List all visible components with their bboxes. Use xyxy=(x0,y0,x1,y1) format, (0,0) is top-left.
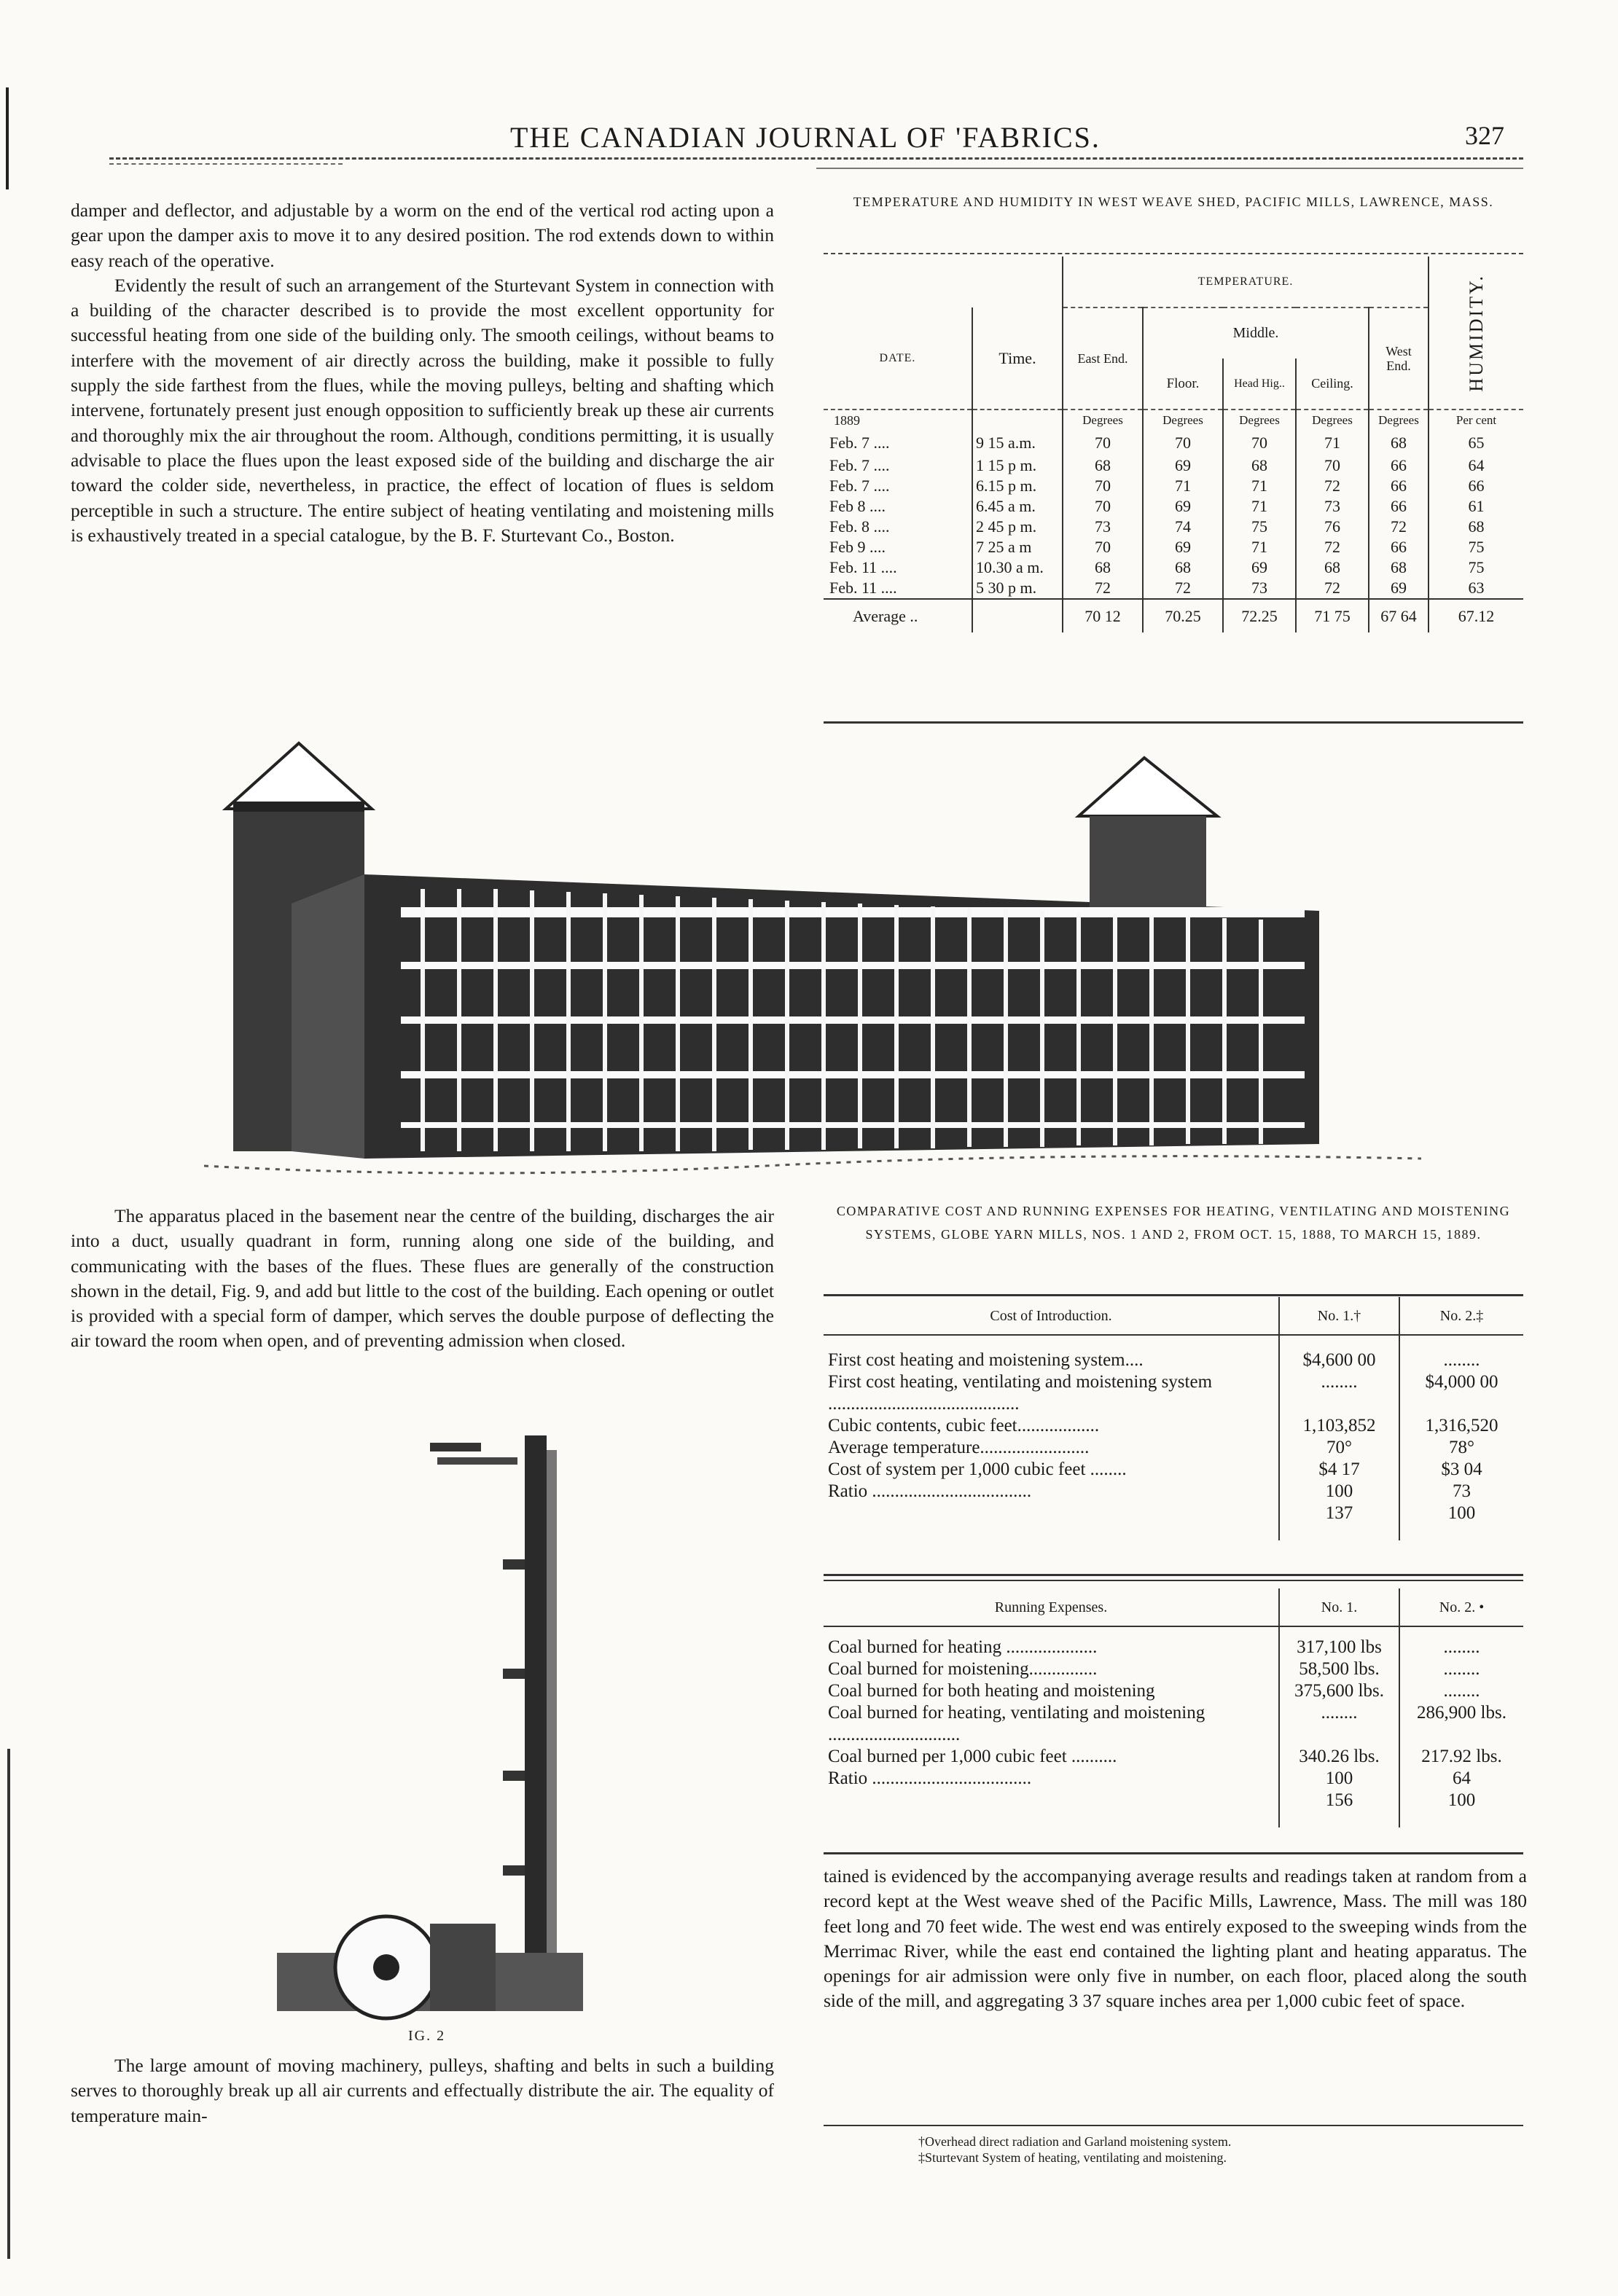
cost-cell-no2: $3 04 xyxy=(1399,1459,1523,1481)
head-high-header: Head Hig.. xyxy=(1223,358,1296,410)
temp-cell-floor: 68 xyxy=(1143,557,1223,578)
run-cell-no2: 64 xyxy=(1399,1768,1523,1790)
paragraph-machinery: The large amount of moving machinery, pulleys, shafting and belts in such a building serves to thoroughly break up all air currents and effectually distribute the air. The equality of temperature main- xyxy=(71,2055,774,2126)
cost-cell-item: Cost of system per 1,000 cubic feet ........ xyxy=(828,1460,1127,1479)
temp-cell-ceiling: 73 xyxy=(1296,496,1369,517)
cost-cell-no2: ........ xyxy=(1399,1349,1523,1371)
unit-ceiling: Degrees xyxy=(1296,410,1369,431)
mill-building-illustration xyxy=(182,729,1436,1195)
temp-cell-date: Feb. 7 .... xyxy=(829,477,890,495)
ceiling-header: Ceiling. xyxy=(1296,358,1369,410)
run-cell-item: Coal burned for heating, ventilating and moistening ............................. xyxy=(828,1703,1205,1744)
temp-cell-date: Feb. 11 .... xyxy=(829,558,897,576)
cost-cell-no2: 78° xyxy=(1399,1437,1523,1459)
temp-table-caption: TEMPERATURE AND HUMIDITY IN WEST WEAVE SHED, PACIFIC MILLS, LAWRENCE, MASS. xyxy=(853,195,1494,209)
temp-cell-time: 2 45 p m. xyxy=(972,517,1063,537)
temp-table-bottom-rule xyxy=(824,721,1523,724)
run-cell-no1: ........ xyxy=(1279,1702,1399,1746)
temp-cell-date: Feb. 11 .... xyxy=(829,579,897,597)
avg-humidity: 67.12 xyxy=(1429,599,1523,632)
avg-ceiling: 71 75 xyxy=(1296,599,1369,632)
run-cell-no2: ........ xyxy=(1399,1637,1523,1658)
cost-table-top-rule xyxy=(824,1294,1523,1296)
machinery-text xyxy=(71,2053,774,2128)
floor-header: Floor. xyxy=(1143,358,1223,410)
run-row xyxy=(824,1680,1523,1702)
cost-row xyxy=(824,1481,1523,1502)
temp-cell-east: 70 xyxy=(1063,476,1143,496)
temp-cell-ceiling: 76 xyxy=(1296,517,1369,537)
journal-title: THE CANADIAN JOURNAL OF 'FABRICS. xyxy=(510,121,1101,154)
middle-header: Middle. xyxy=(1143,307,1369,358)
temp-cell-hum: 68 xyxy=(1429,517,1523,537)
time-header: Time. xyxy=(972,307,1063,410)
run-cell-no2: 286,900 lbs. xyxy=(1399,1702,1523,1746)
run-row xyxy=(824,1702,1523,1746)
temp-cell-west: 68 xyxy=(1369,431,1429,455)
temp-cell-time: 5 30 p m. xyxy=(972,578,1063,599)
binding-mark xyxy=(7,1749,10,2259)
page-number: 327 xyxy=(1465,121,1504,150)
cost-cell-no1: ........ xyxy=(1279,1371,1399,1415)
running-expenses-table xyxy=(824,1588,1523,1827)
temp-cell-head: 68 xyxy=(1223,455,1296,476)
header-rule xyxy=(109,157,1523,160)
cost-row xyxy=(824,1371,1523,1415)
cost-cell-no1: 100 xyxy=(1279,1481,1399,1502)
temp-table-row xyxy=(824,455,1523,476)
avg-west: 67 64 xyxy=(1369,599,1429,632)
temp-cell-east: 72 xyxy=(1063,578,1143,599)
flue-detail-figure xyxy=(248,1428,612,2026)
temp-cell-time: 1 15 p m. xyxy=(972,455,1063,476)
run-cell-no1: 58,500 lbs. xyxy=(1279,1658,1399,1680)
temp-cell-head: 71 xyxy=(1223,476,1296,496)
temp-cell-time: 7 25 a m xyxy=(972,537,1063,557)
temp-cell-ceiling: 71 xyxy=(1296,431,1369,455)
temp-cell-floor: 71 xyxy=(1143,476,1223,496)
run-cell-no1: 100 xyxy=(1279,1768,1399,1790)
avg-head: 72.25 xyxy=(1223,599,1296,632)
footnote-2: ‡Sturtevant System of heating, ventilating and moistening. xyxy=(918,2150,1227,2165)
cost-cell-item: Average temperature........................ xyxy=(828,1438,1090,1457)
flue-outlets xyxy=(503,1559,525,1876)
cost-header-no1: No. 1.† xyxy=(1279,1297,1399,1335)
cost-cell-no1: 1,103,852 xyxy=(1279,1415,1399,1437)
temp-table-row xyxy=(824,431,1523,455)
run-cell-no2: 100 xyxy=(1399,1790,1523,1811)
run-cell-item: Coal burned for moistening............... xyxy=(828,1659,1098,1679)
temp-cell-date: Feb. 7 .... xyxy=(829,456,890,474)
cost-row xyxy=(824,1437,1523,1459)
cost-cell-no2: $4,000 00 xyxy=(1399,1371,1523,1415)
cost-cell-item: Ratio ................................... xyxy=(828,1481,1032,1501)
cost-cell-no2: 73 xyxy=(1399,1481,1523,1502)
year-label: 1889 xyxy=(834,412,860,428)
temp-cell-east: 70 xyxy=(1063,496,1143,517)
temp-cell-head: 70 xyxy=(1223,431,1296,455)
temp-cell-east: 70 xyxy=(1063,537,1143,557)
temp-table-row xyxy=(824,496,1523,517)
cost-cell-no2: 1,316,520 xyxy=(1399,1415,1523,1437)
run-cell-item xyxy=(824,1790,1279,1811)
ground-line xyxy=(204,1156,1421,1173)
avg-east: 70 12 xyxy=(1063,599,1143,632)
run-cell-no1: 340.26 lbs. xyxy=(1279,1746,1399,1768)
temp-cell-ceiling: 70 xyxy=(1296,455,1369,476)
run-cell-no1: 156 xyxy=(1279,1790,1399,1811)
temp-cell-ceiling: 72 xyxy=(1296,476,1369,496)
temp-cell-hum: 61 xyxy=(1429,496,1523,517)
temp-cell-east: 73 xyxy=(1063,517,1143,537)
temp-cell-floor: 74 xyxy=(1143,517,1223,537)
date-header: DATE. xyxy=(879,351,916,364)
run-row xyxy=(824,1790,1523,1811)
run-cell-no2: ........ xyxy=(1399,1680,1523,1702)
cost-table-caption: COMPARATIVE COST AND RUNNING EXPENSES FOR HEATING, VENTILATING AND MOISTENING SYSTEMS, GLOBE YARN MILLS, NOS. 1 AND 2, FROM OCT. 15, 1888, TO MARCH 15, 1889. xyxy=(836,1204,1511,1242)
temp-cell-ceiling: 72 xyxy=(1296,578,1369,599)
run-row xyxy=(824,1637,1523,1658)
avg-floor: 70.25 xyxy=(1143,599,1223,632)
east-end-header: East End. xyxy=(1063,307,1143,410)
footnote-rule xyxy=(824,2125,1523,2126)
temp-cell-floor: 69 xyxy=(1143,537,1223,557)
temp-cell-west: 66 xyxy=(1369,455,1429,476)
paragraph-damper: damper and deflector, and adjustable by a worm on the end of the vertical rod acting upon a gear upon the damper axis to move it to any desired position. The rod extends down to within easy reach of the operative. xyxy=(71,200,774,271)
temp-cell-date: Feb 8 .... xyxy=(829,497,886,515)
temp-cell-head: 71 xyxy=(1223,537,1296,557)
run-cell-no1: 317,100 lbs xyxy=(1279,1637,1399,1658)
footnote-1: †Overhead direct radiation and Garland moistening system. xyxy=(918,2134,1232,2149)
cost-row xyxy=(824,1415,1523,1437)
temp-cell-hum: 66 xyxy=(1429,476,1523,496)
unit-floor: Degrees xyxy=(1143,410,1223,431)
results-text xyxy=(824,1864,1527,2014)
temperature-group-header: TEMPERATURE. xyxy=(1063,256,1429,307)
header-rule-right xyxy=(816,168,1523,169)
cost-cell-item: First cost heating and moistening system.... xyxy=(828,1350,1144,1370)
cost-cell-no1: 137 xyxy=(1279,1502,1399,1524)
cost-cell-no1: $4,600 00 xyxy=(1279,1349,1399,1371)
unit-head: Degrees xyxy=(1223,410,1296,431)
paragraph-results: tained is evidenced by the accompanying average results and readings taken at random from a record kept at the West weave shed of the Pacific Mills, Lawrence, Mass. The mill was 180 feet long and 70 feet wide. The west end was entirely exposed to the sweeping winds from the Merrimac River, while the east end contained the lighting plant and heating apparatus. The openings for air admission were only five in number, on each floor, placed along the south side of the mill, and aggregating 3 37 square inches area per 1,000 cubic feet of space. xyxy=(824,1865,1527,2012)
cost-cell-item xyxy=(824,1502,1279,1524)
temp-cell-ceiling: 72 xyxy=(1296,537,1369,557)
cost-table-bottom-rule xyxy=(824,1574,1523,1576)
temp-cell-west: 72 xyxy=(1369,517,1429,537)
apparatus-text xyxy=(71,1204,774,1354)
run-cell-item: Coal burned per 1,000 cubic feet .......... xyxy=(828,1747,1117,1766)
unit-east: Degrees xyxy=(1063,410,1143,431)
temp-cell-time: 9 15 a.m. xyxy=(972,431,1063,455)
temp-cell-floor: 70 xyxy=(1143,431,1223,455)
run-header-no2: No. 2. • xyxy=(1399,1588,1523,1626)
figure-label: IG. 2 xyxy=(408,2028,446,2044)
unit-west: Degrees xyxy=(1369,410,1429,431)
run-cell-item: Coal burned for both heating and moistening xyxy=(828,1681,1155,1701)
temp-cell-head: 75 xyxy=(1223,517,1296,537)
flue-shaft xyxy=(525,1435,547,2011)
temp-cell-time: 6.15 p m. xyxy=(972,476,1063,496)
temp-table-row xyxy=(824,557,1523,578)
temp-cell-head: 73 xyxy=(1223,578,1296,599)
temp-cell-east: 68 xyxy=(1063,455,1143,476)
temp-cell-date: Feb. 8 .... xyxy=(829,517,890,536)
cost-cell-item: First cost heating, ventilating and moistening system .......................................... xyxy=(828,1372,1213,1414)
binding-mark xyxy=(6,87,9,189)
footnotes xyxy=(918,2134,1516,2166)
temp-cell-hum: 75 xyxy=(1429,537,1523,557)
temp-cell-floor: 69 xyxy=(1143,455,1223,476)
mill-end-wall xyxy=(292,874,364,1159)
run-row xyxy=(824,1746,1523,1768)
temp-cell-west: 66 xyxy=(1369,476,1429,496)
temp-cell-east: 70 xyxy=(1063,431,1143,455)
cost-cell-no1: $4 17 xyxy=(1279,1459,1399,1481)
temp-cell-east: 68 xyxy=(1063,557,1143,578)
temp-cell-time: 10.30 a m. xyxy=(972,557,1063,578)
run-table-bottom-rule xyxy=(824,1852,1523,1854)
cost-cell-item: Cubic contents, cubic feet.................. xyxy=(828,1416,1100,1435)
cost-header-no2: No. 2.‡ xyxy=(1399,1297,1523,1335)
temp-cell-hum: 65 xyxy=(1429,431,1523,455)
right-tower xyxy=(1090,816,1206,911)
temp-cell-time: 6.45 a m. xyxy=(972,496,1063,517)
cost-row xyxy=(824,1349,1523,1371)
cost-header-item: Cost of Introduction. xyxy=(990,1307,1112,1324)
run-row xyxy=(824,1768,1523,1790)
humidity-header: HUMIDITY. xyxy=(1465,273,1487,392)
west-end-header: West End. xyxy=(1369,307,1429,410)
run-row xyxy=(824,1658,1523,1680)
temp-table-top-rule xyxy=(824,253,1523,254)
unit-humidity: Per cent xyxy=(1429,410,1523,431)
run-cell-no2: ........ xyxy=(1399,1658,1523,1680)
paragraph-apparatus: The apparatus placed in the basement near the centre of the building, discharges the air into a duct, usually quadrant in form, running along one side of the building, and communicating with the bases of the flues. These flues are generally of the construction shown in the detail, Fig. 9, and add but little to the cost of the building. Each opening or outlet is provided with a special form of damper, which serves the double purpose of deflecting the air toward the room when open, and of preventing admission when closed. xyxy=(71,1205,774,1352)
left-top-text xyxy=(71,198,774,548)
temp-table-row xyxy=(824,537,1523,557)
temp-cell-west: 69 xyxy=(1369,578,1429,599)
run-cell-no2: 217.92 lbs. xyxy=(1399,1746,1523,1768)
temp-cell-ceiling: 68 xyxy=(1296,557,1369,578)
cost-of-introduction-table xyxy=(824,1297,1523,1540)
cost-cell-no1: 70° xyxy=(1279,1437,1399,1459)
temp-humidity-table xyxy=(824,256,1523,632)
run-cell-item: Coal burned for heating .................... xyxy=(828,1637,1098,1657)
heater-box xyxy=(430,1924,496,2011)
temp-cell-west: 66 xyxy=(1369,496,1429,517)
paragraph-sturtevant: Evidently the result of such an arrangement of the Sturtevant System in connection with a building of the character described is to provide the most excellent opportunity for successful heating from one side of the building only. The smooth ceilings, without beams to interfere with the movement of air directly across the building, make it possible to fully supply the side farthest from the flues, while the moving pulleys, belting and shafting which intervene, fortunately present just enough opposition to sufficiently break up these air currents and thoroughly mix the air throughout the room. Although, conditions permitting, it is usually advisable to place the flues upon the least exposed side of the building and discharge the air toward the colder side, nevertheless, in practice, the effect of location of flues is seldom perceptible in such a structure. The entire subject of heating ventilating and moistening mills is exhaustively treated in a special catalogue, by the B. F. Sturtevant Co., Boston. xyxy=(71,274,774,546)
temp-table-row xyxy=(824,578,1523,599)
temp-cell-west: 68 xyxy=(1369,557,1429,578)
temp-cell-hum: 63 xyxy=(1429,578,1523,599)
cost-row xyxy=(824,1459,1523,1481)
temp-table-row xyxy=(824,476,1523,496)
temp-cell-head: 69 xyxy=(1223,557,1296,578)
temp-cell-date: Feb 9 .... xyxy=(829,538,886,556)
temp-cell-west: 66 xyxy=(1369,537,1429,557)
temp-cell-head: 71 xyxy=(1223,496,1296,517)
right-tower-roof xyxy=(1079,758,1217,816)
temp-cell-date: Feb. 7 .... xyxy=(829,434,890,452)
run-header-item: Running Expenses. xyxy=(994,1599,1108,1615)
temp-cell-floor: 69 xyxy=(1143,496,1223,517)
cost-cell-no2: 100 xyxy=(1399,1502,1523,1524)
run-header-no1: No. 1. xyxy=(1279,1588,1399,1626)
average-label: Average .. xyxy=(853,606,918,625)
temp-cell-floor: 72 xyxy=(1143,578,1223,599)
cost-row xyxy=(824,1502,1523,1524)
run-cell-item: Ratio ................................... xyxy=(828,1768,1032,1788)
temp-cell-hum: 75 xyxy=(1429,557,1523,578)
temp-cell-hum: 64 xyxy=(1429,455,1523,476)
temp-table-row xyxy=(824,517,1523,537)
left-tower-roof xyxy=(226,743,372,809)
header-rule-left xyxy=(109,163,343,165)
run-cell-no1: 375,600 lbs. xyxy=(1279,1680,1399,1702)
